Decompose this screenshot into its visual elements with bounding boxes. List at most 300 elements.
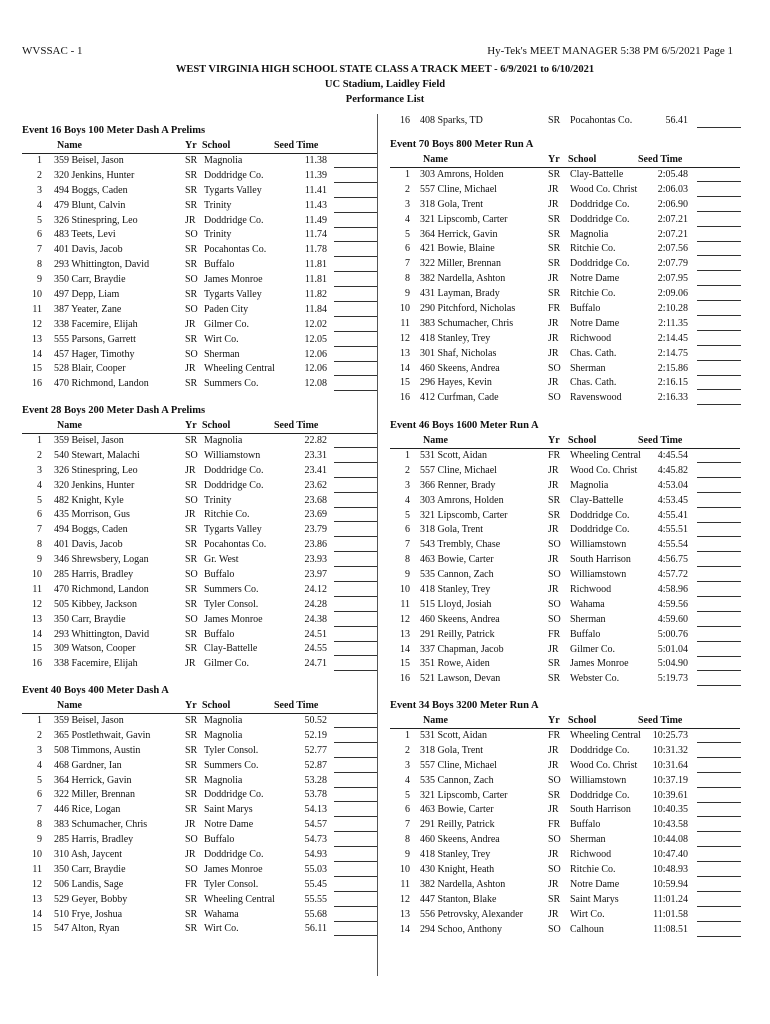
athlete-school: James Monroe [570, 658, 629, 670]
col-school: School [202, 420, 231, 431]
athlete-year: JR [548, 347, 559, 359]
place-number: 9 [37, 554, 42, 566]
result-row [22, 288, 377, 303]
athlete-year: SR [185, 598, 198, 610]
athlete-year: SR [185, 583, 198, 595]
col-seed-time: Seed Time [638, 435, 683, 446]
athlete-name: 366 Renner, Brady [420, 479, 496, 491]
athlete-year: SR [185, 554, 198, 566]
result-row [390, 803, 740, 818]
seed-time: 24.38 [304, 613, 327, 625]
result-row [22, 922, 377, 937]
place-number: 6 [405, 524, 410, 536]
result-blank-line [697, 483, 741, 493]
continued-row [390, 114, 740, 129]
result-blank-line [334, 453, 377, 463]
result-blank-line [334, 733, 377, 743]
result-blank-line [697, 351, 741, 361]
athlete-school: Magnolia [204, 715, 243, 726]
result-blank-line [334, 661, 377, 671]
seed-time: 2:05.48 [657, 169, 688, 180]
athlete-name: 543 Trembly, Chase [420, 539, 501, 551]
result-row [390, 729, 740, 744]
athlete-school: Pocahontas Co. [204, 539, 267, 551]
athlete-school: Gilmer Co. [570, 643, 615, 655]
seed-time: 11:08.51 [653, 923, 688, 935]
seed-time: 54.57 [304, 819, 327, 831]
athlete-name: 521 Lawson, Devan [420, 673, 501, 685]
place-number: 12 [400, 893, 410, 905]
athlete-year: SR [185, 715, 198, 726]
result-blank-line [334, 232, 377, 242]
result-blank-line [697, 246, 741, 256]
place-number: 4 [37, 479, 42, 491]
athlete-name: 408 Sparks, TD [420, 115, 483, 126]
place-number: 3 [405, 759, 410, 771]
place-number: 4 [37, 759, 42, 771]
place-number: 2 [405, 464, 410, 476]
athlete-school: Saint Marys [204, 804, 253, 816]
athlete-year: SO [548, 392, 561, 404]
athlete-school: Clay-Battelle [570, 169, 624, 180]
result-row [22, 657, 377, 672]
place-number: 3 [37, 184, 42, 196]
athlete-name: 296 Hayes, Kevin [420, 377, 492, 389]
result-row [390, 833, 740, 848]
athlete-year: SR [185, 378, 198, 390]
event-section [22, 683, 377, 937]
athlete-name: 430 Knight, Heath [420, 864, 495, 876]
result-row [390, 848, 740, 863]
result-row [390, 657, 740, 672]
seed-time: 22.82 [304, 435, 327, 446]
place-number: 4 [37, 199, 42, 211]
result-blank-line [697, 202, 741, 212]
seed-time: 11.82 [304, 289, 327, 301]
athlete-name: 291 Reilly, Patrick [420, 819, 495, 831]
athlete-name: 364 Herrick, Gavin [54, 774, 132, 786]
athlete-name: 468 Gardner, Ian [54, 759, 122, 771]
result-row [390, 183, 740, 198]
athlete-school: Ritchie Co. [204, 509, 250, 521]
athlete-year: JR [548, 804, 559, 816]
place-number: 2 [37, 449, 42, 461]
result-row [390, 583, 740, 598]
athlete-school: Doddridge Co. [570, 198, 630, 210]
result-blank-line [334, 807, 377, 817]
col-school: School [202, 700, 231, 711]
athlete-name: 412 Curfman, Cade [420, 392, 499, 404]
place-number: 5 [405, 228, 410, 240]
result-row [390, 538, 740, 553]
result-row [390, 598, 740, 613]
result-row [390, 257, 740, 272]
athlete-year: SO [548, 864, 561, 876]
athlete-name: 318 Gola, Trent [420, 524, 484, 536]
col-seed-time: Seed Time [638, 154, 683, 165]
result-row [390, 744, 740, 759]
event-title: Event 40 Boys 400 Meter Dash A [22, 685, 169, 696]
result-row [22, 538, 377, 553]
athlete-year: JR [185, 464, 196, 476]
place-number: 10 [32, 849, 42, 861]
athlete-name: 483 Teets, Levi [54, 229, 116, 241]
result-blank-line [334, 837, 377, 847]
athlete-name: 505 Kibbey, Jackson [54, 598, 137, 610]
athlete-year: JR [548, 908, 559, 920]
result-row [22, 434, 377, 449]
athlete-name: 418 Stanley, Trey [420, 332, 491, 344]
athlete-name: 494 Boggs, Caden [54, 184, 128, 196]
athlete-year: JR [185, 849, 196, 861]
athlete-year: SR [185, 259, 198, 271]
athlete-name: 337 Chapman, Jacob [420, 643, 504, 655]
athlete-school: Doddridge Co. [204, 849, 264, 861]
place-number: 16 [32, 658, 42, 670]
event-title: Event 28 Boys 200 Meter Dash A Prelims [22, 405, 206, 416]
col-seed-time: Seed Time [274, 700, 319, 711]
seed-time: 52.19 [304, 729, 327, 741]
event-section [22, 123, 377, 392]
athlete-name: 383 Schumacher, Chris [54, 819, 148, 831]
place-number: 3 [405, 479, 410, 491]
athlete-name: 382 Nardella, Ashton [420, 878, 506, 890]
athlete-name: 338 Facemire, Elijah [54, 318, 138, 330]
place-number: 2 [405, 183, 410, 195]
result-row [22, 348, 377, 363]
athlete-name: 470 Richmond, Landon [54, 583, 149, 595]
result-blank-line [334, 557, 377, 567]
table-header [390, 434, 740, 449]
place-number: 1 [405, 169, 410, 180]
place-number: 12 [400, 332, 410, 344]
seed-time: 10:25.73 [652, 730, 688, 741]
result-row [22, 303, 377, 318]
result-blank-line [334, 527, 377, 537]
athlete-school: Pocahontas Co. [204, 244, 267, 256]
seed-time: 11:01.24 [653, 893, 688, 905]
result-row [22, 863, 377, 878]
result-row [390, 114, 740, 129]
result-row [390, 613, 740, 628]
col-seed-time: Seed Time [638, 715, 683, 726]
result-row [22, 803, 377, 818]
athlete-name: 350 Carr, Braydie [54, 274, 126, 286]
athlete-school: Buffalo [204, 834, 235, 846]
athlete-name: 293 Whittington, David [54, 628, 150, 640]
athlete-school: Gilmer Co. [204, 318, 249, 330]
result-row [390, 228, 740, 243]
seed-time: 53.78 [304, 789, 327, 801]
athlete-school: Notre Dame [570, 273, 620, 285]
result-blank-line [334, 748, 377, 758]
place-number: 14 [32, 628, 42, 640]
athlete-year: JR [548, 524, 559, 536]
athlete-year: SR [185, 628, 198, 640]
seed-time: 4:56.75 [657, 554, 688, 566]
athlete-school: Tyler Consol. [204, 878, 259, 890]
event-section [390, 137, 740, 406]
athlete-school: Magnolia [204, 729, 243, 741]
athlete-year: JR [548, 479, 559, 491]
place-number: 16 [400, 115, 410, 126]
result-row [22, 508, 377, 523]
result-row [390, 672, 740, 687]
seed-time: 52.77 [304, 744, 327, 756]
athlete-year: SR [548, 258, 561, 270]
result-blank-line [334, 763, 377, 773]
athlete-school: Saint Marys [570, 893, 619, 905]
athlete-year: JR [548, 759, 559, 771]
result-row [390, 923, 740, 938]
athlete-name: 285 Harris, Bradley [54, 834, 134, 846]
result-row [22, 613, 377, 628]
seed-time: 24.51 [304, 628, 327, 640]
result-row [22, 642, 377, 657]
place-number: 14 [400, 643, 410, 655]
seed-time: 2:16.33 [657, 392, 688, 404]
place-number: 13 [400, 908, 410, 920]
athlete-school: Tyler Consol. [204, 598, 259, 610]
athlete-name: 320 Jenkins, Hunter [54, 169, 135, 181]
result-row [22, 833, 377, 848]
result-row [22, 788, 377, 803]
result-blank-line [334, 718, 377, 728]
athlete-school: Wirt Co. [570, 908, 605, 920]
result-row [390, 168, 740, 183]
result-blank-line [697, 366, 741, 376]
athlete-year: SR [185, 774, 198, 786]
athlete-year: SO [185, 569, 198, 581]
athlete-school: Doddridge Co. [204, 214, 264, 226]
athlete-school: Doddridge Co. [570, 213, 630, 225]
seed-time: 11.43 [304, 199, 327, 211]
athlete-name: 326 Stinespring, Leo [54, 464, 138, 476]
result-blank-line [697, 306, 741, 316]
result-row [390, 643, 740, 658]
athlete-name: 535 Cannon, Zach [420, 569, 494, 581]
athlete-school: South Harrison [570, 804, 631, 816]
result-row [22, 848, 377, 863]
athlete-school: James Monroe [204, 613, 263, 625]
place-number: 1 [37, 435, 42, 446]
athlete-year: SO [185, 303, 198, 315]
athlete-year: FR [548, 628, 561, 640]
place-number: 15 [32, 923, 42, 935]
result-row [390, 774, 740, 789]
col-year: Yr [185, 140, 197, 151]
result-row [390, 213, 740, 228]
result-row [390, 818, 740, 833]
athlete-name: 285 Harris, Bradley [54, 569, 134, 581]
athlete-year: JR [548, 554, 559, 566]
athlete-name: 359 Beisel, Jason [54, 435, 124, 446]
athlete-school: Summers Co. [204, 378, 259, 390]
seed-time: 11.49 [304, 214, 327, 226]
athlete-year: SR [548, 789, 561, 801]
place-number: 9 [405, 849, 410, 861]
result-blank-line [697, 118, 741, 128]
athlete-year: SO [185, 613, 198, 625]
seed-time: 2:07.79 [657, 258, 688, 270]
seed-time: 2:07.21 [657, 213, 688, 225]
athlete-name: 460 Skeens, Andrea [420, 362, 500, 374]
seed-time: 2:10.28 [657, 303, 688, 315]
seed-time: 10:37.19 [652, 774, 688, 786]
athlete-school: Doddridge Co. [204, 169, 264, 181]
seed-time: 10:48.93 [652, 864, 688, 876]
athlete-year: SO [185, 834, 198, 846]
result-row [22, 714, 377, 729]
athlete-year: JR [548, 849, 559, 861]
seed-time: 2:06.90 [657, 198, 688, 210]
athlete-year: SR [185, 155, 198, 166]
result-blank-line [334, 498, 377, 508]
athlete-name: 435 Morrison, Gus [54, 509, 130, 521]
result-row [22, 154, 377, 169]
result-row [22, 729, 377, 744]
place-number: 6 [405, 804, 410, 816]
result-blank-line [334, 468, 377, 478]
athlete-year: JR [548, 273, 559, 285]
athlete-school: Doddridge Co. [204, 479, 264, 491]
athlete-school: Tygarts Valley [204, 289, 262, 301]
col-school: School [202, 140, 231, 151]
seed-time: 5:19.73 [657, 673, 688, 685]
place-number: 2 [405, 744, 410, 756]
result-blank-line [697, 187, 741, 197]
athlete-year: JR [548, 317, 559, 329]
place-number: 15 [400, 377, 410, 389]
result-row [22, 228, 377, 243]
athlete-year: JR [548, 878, 559, 890]
result-row [390, 272, 740, 287]
event-title: Event 16 Boys 100 Meter Dash A Prelims [22, 125, 206, 136]
result-row [390, 789, 740, 804]
seed-time: 10:47.40 [652, 849, 688, 861]
athlete-year: SR [548, 658, 561, 670]
place-number: 8 [37, 539, 42, 551]
place-number: 11 [400, 317, 410, 329]
place-number: 5 [37, 214, 42, 226]
athlete-year: SR [185, 524, 198, 536]
athlete-year: JR [185, 318, 196, 330]
place-number: 4 [405, 774, 410, 786]
col-school: School [568, 154, 597, 165]
seed-time: 12.06 [304, 363, 327, 375]
place-number: 10 [400, 864, 410, 876]
athlete-name: 529 Geyer, Bobby [54, 893, 128, 905]
athlete-school: Williamstown [570, 539, 627, 551]
athlete-school: Wheeling Central [570, 450, 641, 461]
place-number: 11 [400, 598, 410, 610]
athlete-name: 460 Skeens, Andrea [420, 613, 500, 625]
seed-time: 5:01.04 [657, 643, 688, 655]
athlete-year: SR [185, 744, 198, 756]
athlete-school: Clay-Battelle [570, 494, 624, 506]
athlete-name: 301 Shaf, Nicholas [420, 347, 497, 359]
place-number: 16 [32, 378, 42, 390]
seed-time: 12.08 [304, 378, 327, 390]
result-blank-line [697, 661, 741, 671]
result-blank-line [697, 261, 741, 271]
result-row [22, 523, 377, 538]
athlete-school: Magnolia [204, 774, 243, 786]
place-number: 2 [37, 729, 42, 741]
athlete-year: SR [185, 923, 198, 935]
athlete-year: SR [185, 435, 198, 446]
result-row [22, 258, 377, 273]
athlete-year: SO [185, 494, 198, 506]
result-blank-line [334, 483, 377, 493]
seed-time: 5:00.76 [657, 628, 688, 640]
place-number: 7 [37, 804, 42, 816]
place-number: 12 [400, 613, 410, 625]
result-blank-line [697, 807, 741, 817]
athlete-school: Sherman [570, 362, 606, 374]
athlete-school: Tyler Consol. [204, 744, 259, 756]
athlete-year: JR [548, 584, 559, 596]
athlete-name: 290 Pitchford, Nicholas [420, 303, 516, 315]
result-blank-line [334, 926, 377, 936]
place-number: 8 [405, 554, 410, 566]
athlete-year: SR [548, 509, 561, 521]
col-name: Name [57, 700, 82, 711]
athlete-school: Williamstown [570, 569, 627, 581]
result-blank-line [334, 307, 377, 317]
result-row [22, 878, 377, 893]
athlete-name: 531 Scott, Aidan [420, 730, 487, 741]
seed-time: 23.62 [304, 479, 327, 491]
seed-time: 2:15.86 [657, 362, 688, 374]
athlete-school: Wirt Co. [204, 923, 239, 935]
athlete-school: Doddridge Co. [204, 789, 264, 801]
table-header [390, 714, 740, 729]
result-blank-line [334, 822, 377, 832]
athlete-school: Sherman [570, 613, 606, 625]
athlete-year: SR [185, 643, 198, 655]
athlete-name: 528 Blair, Cooper [54, 363, 126, 375]
place-number: 6 [405, 243, 410, 255]
athlete-school: Williamstown [570, 774, 627, 786]
result-blank-line [334, 292, 377, 302]
seed-time: 23.97 [304, 569, 327, 581]
col-name: Name [57, 140, 82, 151]
result-blank-line [697, 632, 741, 642]
athlete-name: 291 Reilly, Patrick [420, 628, 495, 640]
result-row [22, 583, 377, 598]
athlete-year: FR [548, 730, 561, 741]
result-blank-line [334, 337, 377, 347]
place-number: 16 [400, 392, 410, 404]
athlete-name: 557 Cline, Michael [420, 183, 497, 195]
place-number: 3 [405, 198, 410, 210]
athlete-name: 309 Watson, Cooper [54, 643, 136, 655]
col-school: School [568, 435, 597, 446]
seed-time: 4:57.72 [657, 569, 688, 581]
result-row [22, 273, 377, 288]
athlete-year: FR [548, 450, 561, 461]
athlete-year: SO [548, 923, 561, 935]
athlete-school: Doddridge Co. [570, 744, 630, 756]
result-blank-line [697, 778, 741, 788]
athlete-year: JR [185, 214, 196, 226]
athlete-school: Gr. West [204, 554, 239, 566]
athlete-year: JR [548, 643, 559, 655]
place-number: 5 [37, 774, 42, 786]
col-year: Yr [548, 154, 560, 165]
place-number: 13 [400, 628, 410, 640]
